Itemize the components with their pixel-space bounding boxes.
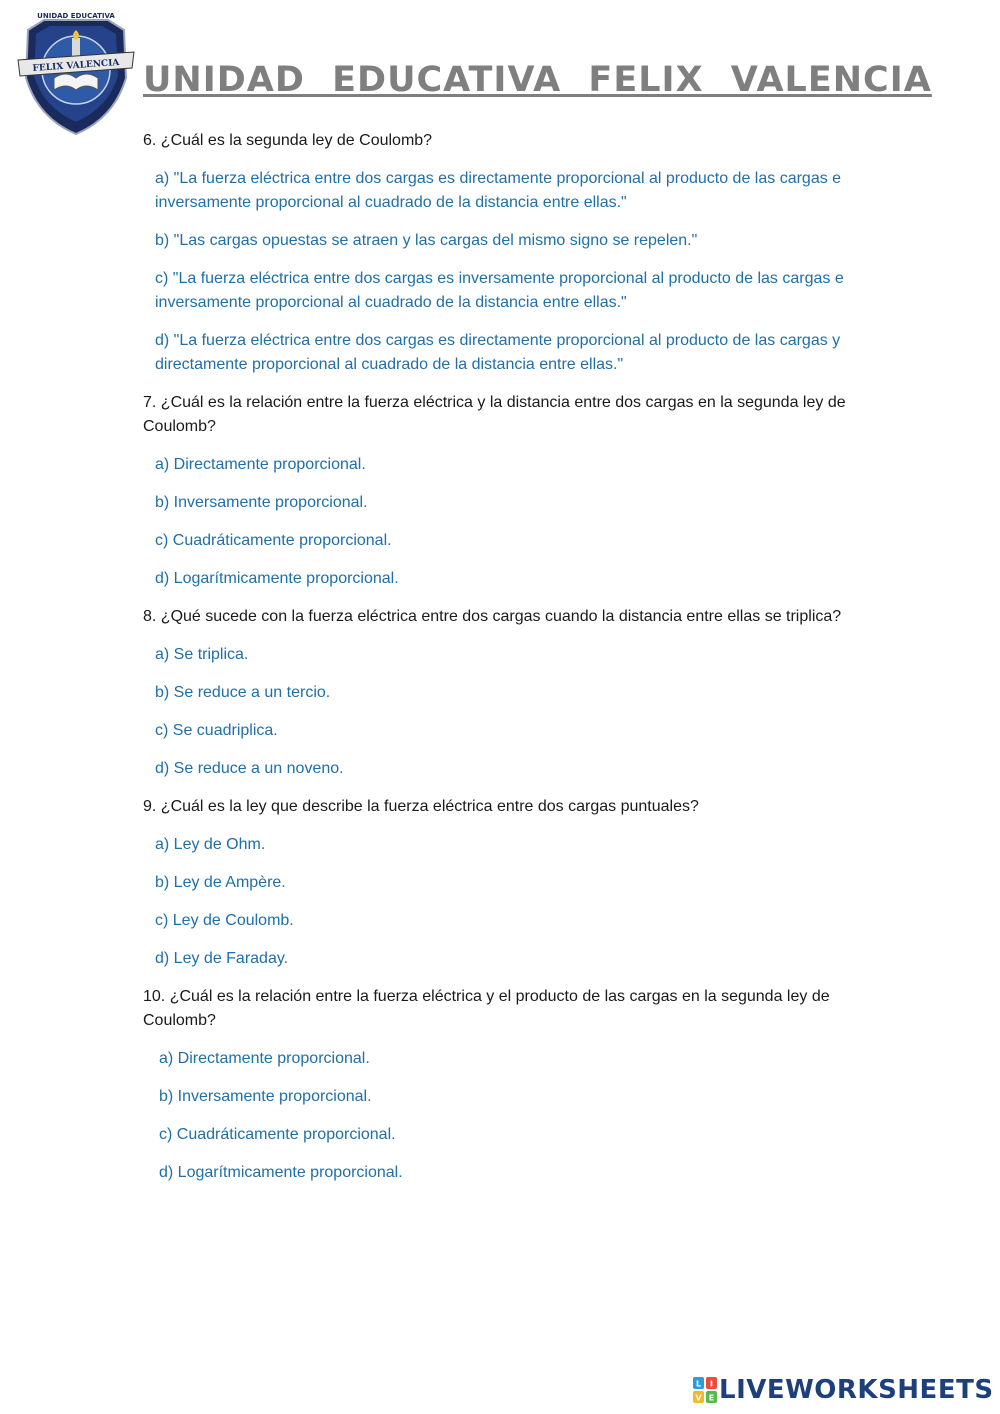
answer-option[interactable]: c) Ley de Coulomb. [155, 912, 294, 929]
logo-banner-text: FELIX VALENCIA [32, 57, 120, 75]
question-block-8 [143, 605, 863, 781]
answer-option[interactable]: d) Logarítmicamente proporcional. [155, 570, 399, 587]
liveworksheets-footer [693, 1374, 994, 1406]
answer-option[interactable]: b) "Las cargas opuestas se atraen y las cargas del mismo signo se repelen." [155, 232, 698, 249]
answer-option[interactable]: d) Ley de Faraday. [155, 950, 289, 967]
answer-option[interactable]: a) Ley de Ohm. [155, 836, 266, 853]
answer-option[interactable]: b) Inversamente proporcional. [159, 1088, 372, 1105]
answer-option[interactable]: a) "La fuerza eléctrica entre dos cargas es directamente proporcional al producto de las cargas e inversamente proporcional al cuadrado de la distancia entre ellas." [155, 170, 842, 211]
question-block-6 [143, 129, 863, 377]
answer-option[interactable]: a) Se triplica. [155, 646, 249, 663]
question-text: 8. ¿Qué sucede con la fuerza eléctrica entre dos cargas cuando la distancia entre ellas se triplica? [143, 608, 842, 625]
worksheet-content [143, 129, 863, 1199]
answer-option[interactable]: a) Directamente proporcional. [155, 456, 366, 473]
answer-option[interactable]: d) "La fuerza eléctrica entre dos cargas es directamente proporcional al producto de las cargas y directamente proporcional al cuadrado de la distancia entre ellas." [155, 332, 841, 373]
question-text: 6. ¿Cuál es la segunda ley de Coulomb? [143, 132, 433, 149]
answer-option[interactable]: a) Directamente proporcional. [159, 1050, 370, 1067]
answer-option[interactable]: c) Cuadráticamente proporcional. [155, 532, 392, 549]
mark-letter-e: E [708, 1393, 715, 1403]
question-block-7 [143, 391, 863, 591]
liveworksheets-logo-icon [693, 1377, 717, 1403]
answer-option[interactable]: d) Se reduce a un noveno. [155, 760, 344, 777]
answer-option[interactable]: c) Se cuadriplica. [155, 722, 278, 739]
answer-option[interactable]: b) Inversamente proporcional. [155, 494, 368, 511]
question-text: 10. ¿Cuál es la relación entre la fuerza eléctrica y el producto de las cargas en la segunda ley de Coulomb? [143, 988, 830, 1029]
question-block-10 [143, 985, 863, 1185]
question-text: 7. ¿Cuál es la relación entre la fuerza eléctrica y la distancia entre dos cargas en la segunda ley de Coulomb? [143, 394, 846, 435]
question-block-9 [143, 795, 863, 971]
answer-option[interactable]: d) Logarítmicamente proporcional. [159, 1164, 403, 1181]
question-text: 9. ¿Cuál es la ley que describe la fuerza eléctrica entre dos cargas puntuales? [143, 798, 699, 815]
mark-letter-v: V [695, 1393, 702, 1403]
liveworksheets-brand[interactable]: LIVEWORKSHEETS [719, 1375, 994, 1405]
school-title: UNIDAD EDUCATIVA FELIX VALENCIA [143, 60, 932, 100]
answer-option[interactable]: b) Se reduce a un tercio. [155, 684, 331, 701]
logo-top-text: UNIDAD EDUCATIVA [37, 12, 115, 20]
answer-option[interactable]: c) Cuadráticamente proporcional. [159, 1126, 396, 1143]
answer-option[interactable]: c) "La fuerza eléctrica entre dos cargas es inversamente proporcional al producto de las cargas e inversamente proporcional al cuadrado de la distancia entre ellas." [155, 270, 844, 311]
school-logo [14, 8, 138, 140]
mark-letter-i: I [710, 1379, 713, 1389]
mark-letter-l: L [695, 1379, 702, 1389]
answer-option[interactable]: b) Ley de Ampère. [155, 874, 286, 891]
